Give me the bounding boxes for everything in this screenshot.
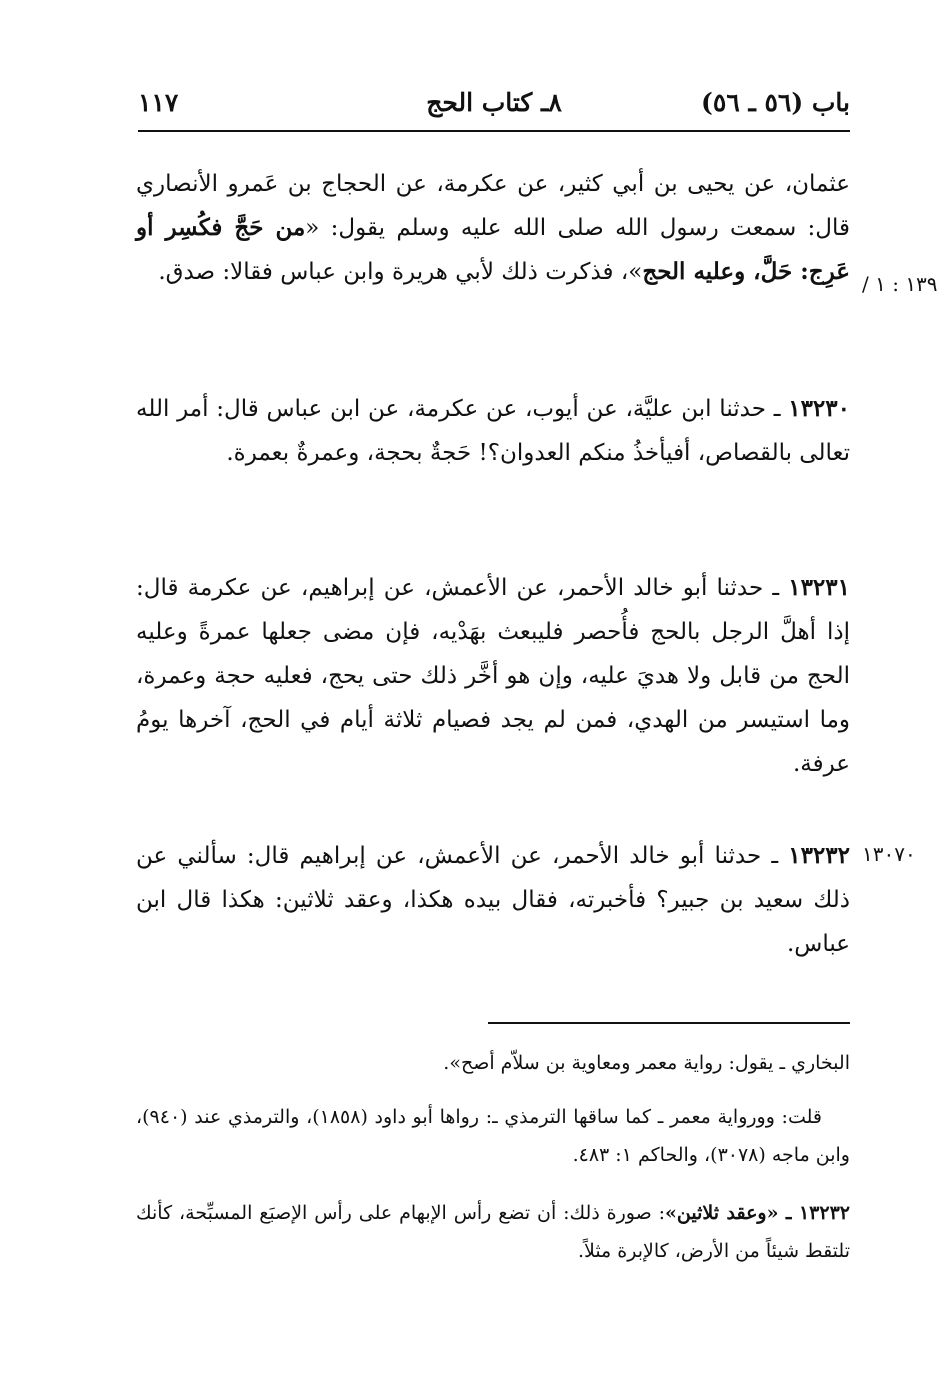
footnote-heading: ١٣٢٣٢ ـ «وعقد ثلاثين» <box>665 1202 850 1224</box>
hadith-number: ١٣٢٣٠ <box>788 395 850 422</box>
footnote <box>136 1194 850 1270</box>
header-divider <box>138 130 850 132</box>
book-title: ٨ـ كتاب الحج <box>426 88 562 117</box>
hadith-text: ـ حدثنا أبو خالد الأحمر، عن الأعمش، عن إبراهيم، عن عكرمة قال: إذا أهلَّ الرجل بالحج فأُحصر فليبعث بهَدْيه، فإن مضى جعلها عمرةً وعليه الحج من قابل ولا هديَ عليه، وإن هو أخَّر ذلك حتى يحج، فعليه حجة وعمرة، وما استيسر من الهدي، فمن لم يجد فصيام ثلاثة أيام في الحج، آخرها يومُ عرفة. <box>136 575 850 777</box>
footnote-text: : صورة ذلك: أن تضع رأس الإبهام على رأس الإصبَع المسبِّحة، كأنك تلتقط شيئاً من الأرض، كالإبرة مثلاً. <box>136 1202 850 1262</box>
page-header <box>138 88 850 128</box>
margin-reference: / ١٣٩ : ١ <box>862 272 938 296</box>
footnote-divider <box>488 1022 850 1024</box>
footnote-text: قلت: وورواية معمر ـ كما ساقها الترمذي ـ: رواها أبو داود (١٨٥٨)، والترمذي عند (٩٤٠)، وابن ماجه (٣٠٧٨)، والحاكم ١: ٤٨٣. <box>136 1106 850 1166</box>
footnote-text: البخاري ـ يقول: رواية معمر ومعاوية بن سلاّم أصح». <box>443 1052 850 1074</box>
hadith-entry <box>136 566 850 786</box>
chapter-reference: باب (٥٦ ـ ٥٦) <box>701 88 850 117</box>
footnote <box>136 1044 850 1082</box>
hadith-number: ١٣٢٣٢ <box>788 842 850 869</box>
paragraph-text: »، فذكرت ذلك لأبي هريرة وابن عباس فقالا: صدق. <box>158 259 643 285</box>
hadith-entry <box>136 834 850 966</box>
hadith-entry <box>136 387 850 475</box>
footnote <box>136 1098 850 1174</box>
page-number: ١١٧ <box>138 88 179 117</box>
hadith-number: ١٣٢٣١ <box>788 574 850 601</box>
hadith-text: ـ حدثنا أبو خالد الأحمر، عن الأعمش، عن إبراهيم قال: سألني عن ذلك سعيد بن جبير؟ فأخبرته، فقال بيده هكذا، وعقد ثلاثين: هكذا قال ابن عباس. <box>136 843 850 957</box>
hadith-quote: من حَجَّ فكُسِر أو عَرِج: حَلَّ، وعليه الحج <box>136 214 850 285</box>
paragraph-text: عثمان، عن يحيى بن أبي كثير، عن عكرمة، عن الحجاج بن عَمرو الأنصاري قال: سمعت رسول الله صلى الله عليه وسلم يقول: « <box>136 171 850 241</box>
hadith-text: ـ حدثنا ابن عليَّة، عن أيوب، عن عكرمة، عن ابن عباس قال: أمر الله تعالى بالقصاص، أفيأخذُ منكم العدوان؟! حَجةٌ بحجة، وعمرةٌ بعمرة. <box>136 396 850 466</box>
margin-reference: ١٣٠٧٠ <box>862 842 916 866</box>
paragraph-continuation <box>136 162 850 294</box>
